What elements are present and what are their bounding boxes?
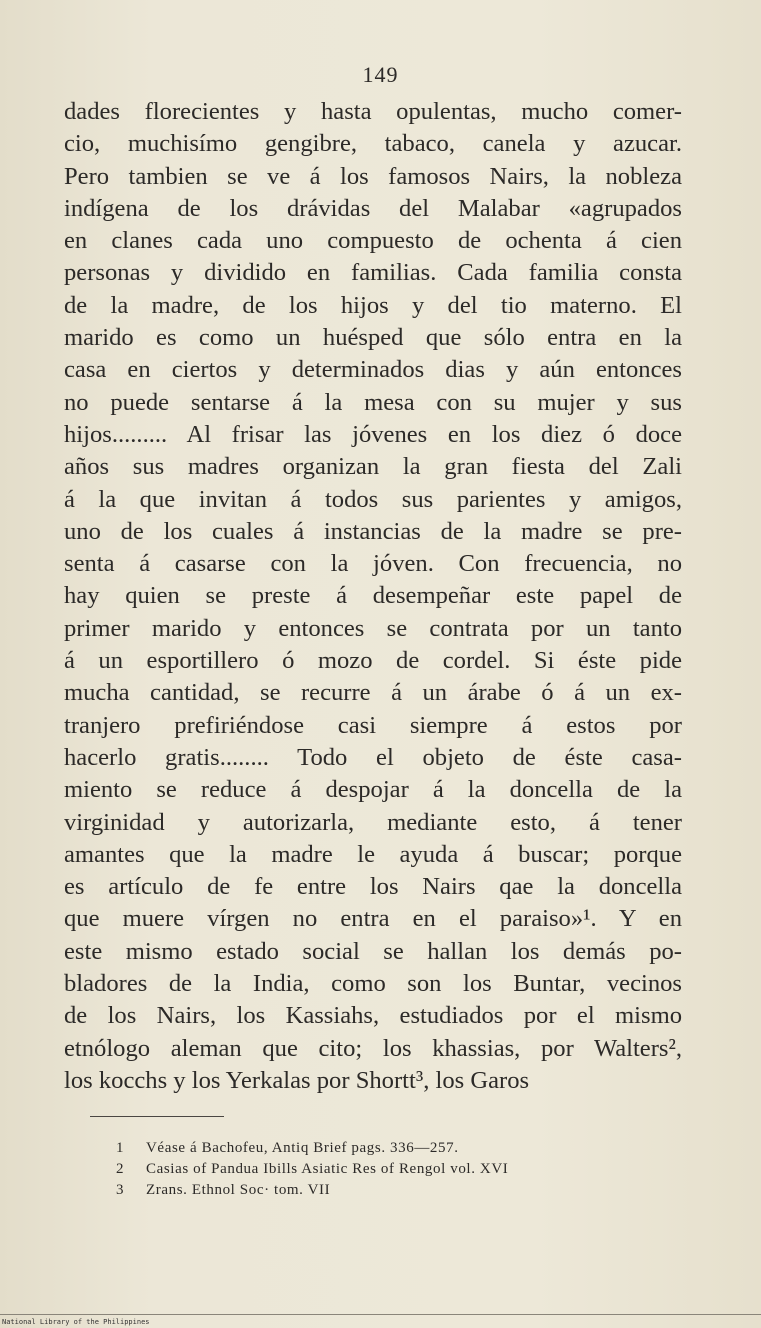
text-line: hijos......... Al frisar las jóvenes en los diez ó doce <box>64 420 682 448</box>
scan-bottom-border <box>0 1314 761 1315</box>
text-line: los kocchs y los Yerkalas por Shortt³, los Garos <box>64 1066 530 1094</box>
text-line: en clanes cada uno compuesto de ochenta á cien <box>64 227 682 255</box>
text-line: miento se reduce á despojar á la doncella de la <box>64 776 682 804</box>
footnote <box>116 1138 716 1159</box>
footnote-number: 2 <box>116 1161 125 1177</box>
text-line: es artículo de fe entre los Nairs qae la doncella <box>64 873 682 901</box>
footnote-number: 3 <box>116 1182 125 1198</box>
text-line: Pero tambien se ve á los famosos Nairs, la nobleza <box>64 162 682 190</box>
text-line: marido es como un huésped que sólo entra en la <box>64 324 682 352</box>
text-line: tranjero prefiriéndose casi siempre á estos por <box>64 711 682 739</box>
footnote-text: Véase á Bachofeu, Antiq Brief pags. 336—257. <box>146 1140 459 1156</box>
text-line: cio, muchisímo gengibre, tabaco, canela y azucar. <box>64 130 682 158</box>
text-line: primer marido y entonces se contrata por un tanto <box>64 614 682 642</box>
text-line: de la madre, de los hijos y del tio materno. El <box>64 291 682 319</box>
footnote <box>116 1159 716 1180</box>
text-line: á la que invitan á todos sus parientes y amigos, <box>64 485 682 513</box>
text-line: etnólogo aleman que cito; los khassias, por Walters², <box>64 1034 682 1062</box>
text-line: bladores de la India, como son los Buntar, vecinos <box>64 970 682 998</box>
footnote-text: Casias of Pandua Ibills Asiatic Res of Rengol vol. XVI <box>146 1161 509 1177</box>
text-line: no puede sentarse á la mesa con su mujer y sus <box>64 388 682 416</box>
text-line: personas y dividido en familias. Cada familia consta <box>64 259 682 287</box>
footnote-divider <box>90 1116 224 1117</box>
text-line: hay quien se preste á desempeñar este papel de <box>64 582 682 610</box>
text-line: dades florecientes y hasta opulentas, mucho comer- <box>64 98 682 125</box>
footnotes <box>116 1138 716 1201</box>
page-number: 149 <box>362 62 399 87</box>
text-line: hacerlo gratis........ Todo el objeto de éste casa- <box>64 743 682 771</box>
text-line: que muere vírgen no entra en el paraiso»¹. Y en <box>64 905 682 933</box>
text-line: mucha cantidad, se recurre á un árabe ó á un ex- <box>64 679 682 707</box>
text-line: senta á casarse con la jóven. Con frecuencia, no <box>64 550 682 578</box>
text-line: indígena de los drávidas del Malabar «agrupados <box>64 194 682 222</box>
footnote <box>116 1180 716 1201</box>
text-line: casa en ciertos y determinados dias y aún entonces <box>64 356 682 384</box>
text-line: virginidad y autorizarla, mediante esto, á tener <box>64 808 682 836</box>
footnote-number: 1 <box>116 1140 125 1156</box>
body-text <box>64 96 682 1097</box>
text-line: años sus madres organizan la gran fiesta del Zali <box>64 453 682 481</box>
text-line: amantes que la madre le ayuda á buscar; porque <box>64 840 682 868</box>
text-line: uno de los cuales á instancias de la madre se pre- <box>64 517 682 545</box>
footnote-text: Zrans. Ethnol Soc· tom. VII <box>146 1182 331 1198</box>
text-line: de los Nairs, los Kassiahs, estudiados por el mismo <box>64 1002 682 1030</box>
library-watermark: National Library of the Philippines <box>2 1318 150 1326</box>
text-line: á un esportillero ó mozo de cordel. Si éste pide <box>64 647 682 675</box>
text-line: este mismo estado social se hallan los demás po- <box>64 937 682 965</box>
